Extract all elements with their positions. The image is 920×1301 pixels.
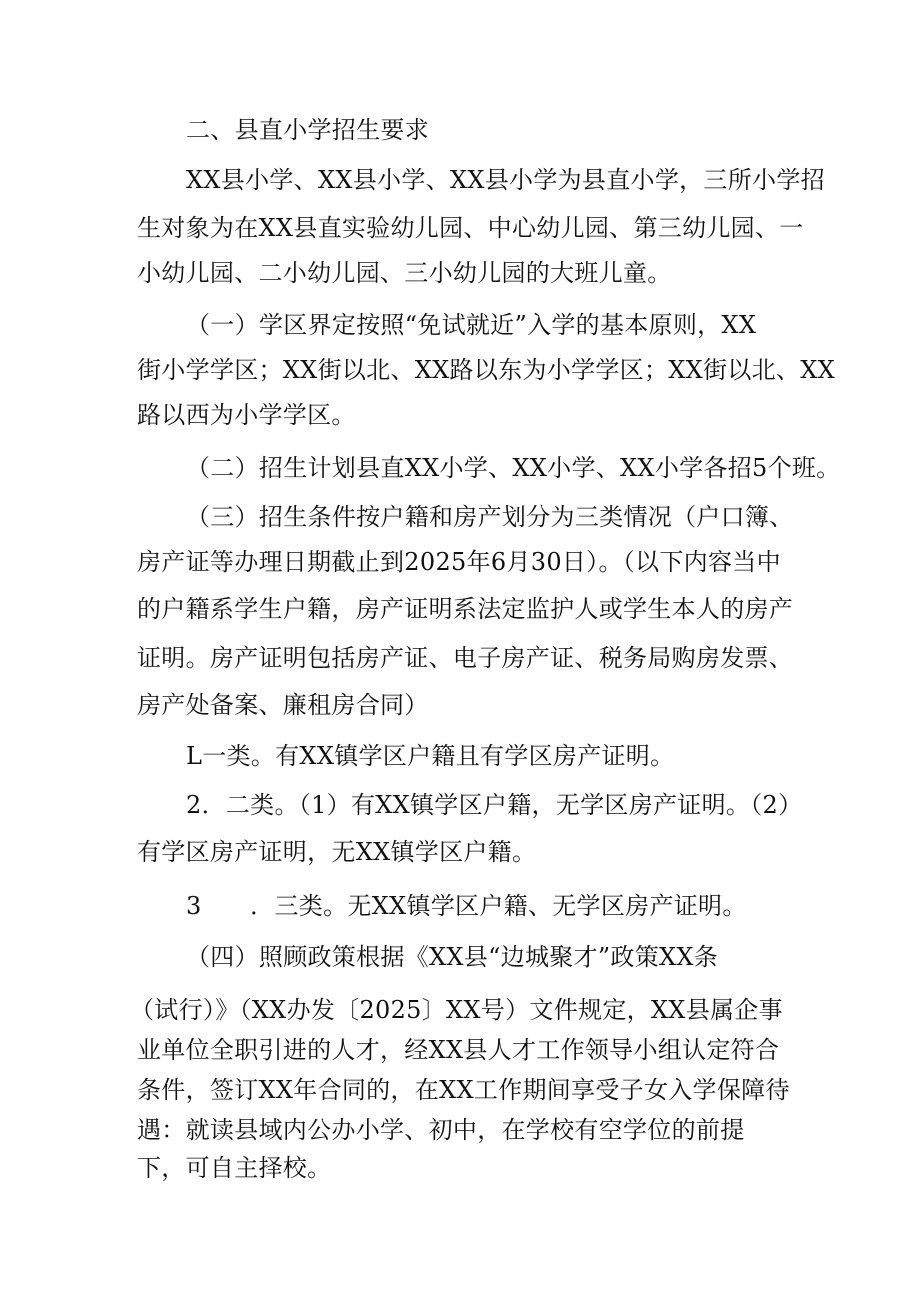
paragraph-line: 小幼儿园、二小幼儿园、三小幼儿园的大班儿童。 bbox=[137, 259, 672, 287]
list-item: 2．二类。（1）有XX镇学区户籍，无学区房产证明。（2） bbox=[186, 791, 803, 819]
paragraph-line: （一）学区界定按照“免试就近”入学的基本原则，XX bbox=[186, 311, 757, 339]
paragraph-line: （三）招生条件按户籍和房产划分为三类情况（户口簿、 bbox=[186, 503, 794, 531]
list-item: L一类。有XX镇学区户籍且有学区房产证明。 bbox=[186, 742, 675, 770]
paragraph-line: 街小学学区；XX街以北、XX路以东为小学学区；XX街以北、XX bbox=[137, 356, 835, 384]
list-item: 3 ．三类。无XX镇学区户籍、无学区房产证明。 bbox=[186, 892, 747, 920]
paragraph-line: 条件，签订XX年合同的，在XX工作期间享受子女入学保障待 bbox=[137, 1076, 790, 1104]
paragraph-line: 房产证等办理日期截止到2025年6月30日）。（以下内容当中 bbox=[137, 548, 781, 576]
paragraph-line: （四）照顾政策根据《XX县“边城聚才”政策XX条 bbox=[186, 943, 719, 971]
list-item: 有学区房产证明，无XX镇学区户籍。 bbox=[137, 838, 537, 866]
paragraph-line: （二）招生计划县直XX小学、XX小学、XX小学各招5个班。 bbox=[186, 454, 841, 482]
paragraph-line: 下，可自主择校。 bbox=[137, 1154, 332, 1182]
paragraph-line: 业单位全职引进的人才，经XX县人才工作领导小组认定符合 bbox=[137, 1036, 780, 1064]
paragraph-line: （试行）》（XX办发〔2025〕XX号）文件规定，XX县属企事 bbox=[130, 996, 783, 1024]
paragraph-line: 路以西为小学学区。 bbox=[137, 401, 356, 429]
paragraph-line: 证明。房产证明包括房产证、电子房产证、税务局购房发票、 bbox=[137, 644, 794, 672]
paragraph-line: 遇：就读县域内公办小学、初中，在学校有空学位的前提 bbox=[137, 1116, 745, 1144]
paragraph-line: 房产处备案、廉租房合同） bbox=[137, 691, 429, 719]
section-heading: 二、县直小学招生要求 bbox=[186, 116, 429, 144]
paragraph-line: XX县小学、XX县小学、XX县小学为县直小学，三所小学招 bbox=[186, 166, 825, 194]
paragraph-line: 的户籍系学生户籍，房产证明系法定监护人或学生本人的房产 bbox=[137, 595, 794, 623]
paragraph-line: 生对象为在XX县直实验幼儿园、中心幼儿园、第三幼儿园、一 bbox=[137, 214, 804, 242]
